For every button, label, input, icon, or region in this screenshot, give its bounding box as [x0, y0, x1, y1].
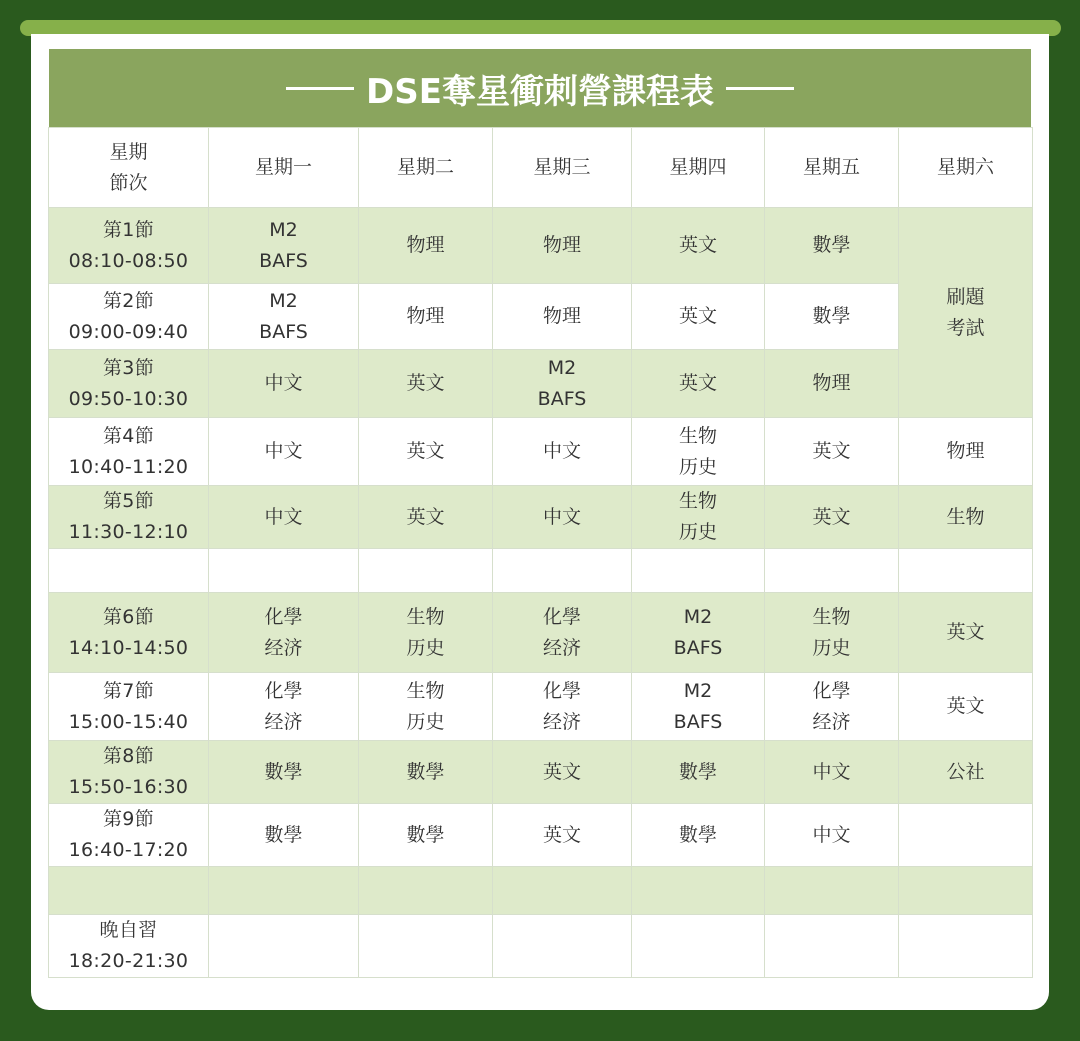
day-header-wed: 星期三	[493, 128, 632, 208]
subject-text: 英文	[406, 505, 445, 528]
subject-text: 數學	[678, 823, 717, 846]
subject-cell	[632, 284, 765, 350]
subject-text: 英文	[678, 372, 717, 394]
subject-text: 考試	[946, 316, 985, 339]
title-banner	[49, 49, 1031, 127]
subject-cell	[765, 673, 899, 741]
subject-cell	[209, 804, 359, 867]
subject-text: 數學	[406, 823, 445, 846]
subject-text: 经济	[812, 710, 851, 733]
subject-text: 公社	[946, 760, 985, 783]
subject-text: 數學	[264, 760, 303, 783]
subject-text: 中文	[264, 372, 303, 394]
subject-text: 经济	[264, 710, 303, 733]
subject-text: BAFS	[537, 387, 587, 410]
subject-text: 历史	[678, 521, 717, 543]
corner-period-label: 節次	[109, 171, 148, 194]
period-cell	[49, 284, 209, 350]
period-time: 11:30-12:10	[68, 521, 189, 543]
table-row	[49, 418, 1033, 486]
period-label: 第9節	[103, 808, 154, 830]
subject-cell	[359, 741, 493, 804]
table-row	[49, 350, 1033, 418]
subject-cell	[209, 673, 359, 741]
subject-text: BAFS	[673, 636, 723, 659]
subject-text: 经济	[264, 636, 303, 659]
subject-text: 英文	[678, 305, 717, 327]
period-label: 第4節	[103, 424, 154, 447]
subject-cell	[632, 804, 765, 867]
period-time: 18:20-21:30	[68, 950, 189, 972]
break-row	[49, 549, 1033, 593]
subject-text: M2	[547, 356, 577, 379]
period-time: 14:10-14:50	[68, 636, 189, 659]
subject-text: 化學	[542, 679, 581, 702]
corner-weekday-label: 星期	[109, 140, 148, 163]
subject-text: 物理	[946, 440, 985, 462]
subject-cell	[765, 804, 899, 867]
subject-text: 物理	[542, 305, 581, 327]
title-dash-right	[726, 87, 794, 90]
subject-cell	[765, 284, 899, 350]
period-label: 晚自習	[99, 919, 158, 941]
subject-text: 生物	[812, 605, 851, 628]
subject-cell	[209, 350, 359, 418]
subject-text: 英文	[946, 621, 985, 643]
subject-cell	[209, 593, 359, 673]
subject-text: BAFS	[259, 249, 308, 272]
period-cell	[49, 804, 209, 867]
subject-cell	[899, 741, 1033, 804]
subject-cell	[493, 350, 632, 418]
period-cell	[49, 915, 209, 978]
break-row	[49, 867, 1033, 915]
subject-cell	[359, 350, 493, 418]
subject-cell	[493, 915, 632, 978]
subject-text: 生物	[406, 605, 445, 628]
subject-text: 物理	[406, 305, 445, 327]
subject-text: 數學	[812, 234, 851, 256]
subject-text: 英文	[946, 695, 985, 717]
subject-text: M2	[683, 605, 713, 628]
subject-text: M2	[269, 289, 298, 312]
subject-cell	[359, 486, 493, 549]
table-row	[49, 486, 1033, 549]
period-cell	[49, 486, 209, 549]
period-cell	[49, 673, 209, 741]
subject-text: 英文	[678, 234, 717, 256]
table-row	[49, 208, 1033, 284]
subject-cell	[765, 418, 899, 486]
subject-text: 英文	[542, 760, 581, 783]
subject-cell	[632, 593, 765, 673]
period-time: 16:40-17:20	[68, 839, 189, 861]
subject-cell	[765, 593, 899, 673]
table-row	[49, 741, 1033, 804]
day-header-sat: 星期六	[899, 128, 1033, 208]
period-cell	[49, 350, 209, 418]
subject-cell	[899, 804, 1033, 867]
subject-cell	[209, 915, 359, 978]
subject-cell	[493, 741, 632, 804]
subject-cell	[359, 673, 493, 741]
period-label: 第3節	[103, 356, 154, 379]
table-row	[49, 915, 1033, 978]
subject-cell	[493, 208, 632, 284]
subject-cell	[209, 741, 359, 804]
subject-text: 化學	[264, 679, 303, 702]
subject-cell	[632, 350, 765, 418]
period-time: 09:00-09:40	[68, 320, 189, 343]
period-label: 第8節	[103, 745, 154, 767]
period-label: 第7節	[103, 679, 154, 702]
page-title: DSE奪星衝刺營課程表	[366, 71, 714, 112]
period-cell	[49, 741, 209, 804]
period-label: 第1節	[103, 218, 154, 241]
period-cell	[49, 208, 209, 284]
subject-cell	[209, 208, 359, 284]
table-row	[49, 673, 1033, 741]
subject-cell	[899, 486, 1033, 549]
subject-text: 英文	[812, 440, 851, 462]
period-time: 08:10-08:50	[68, 249, 189, 272]
subject-text: 历史	[406, 710, 445, 733]
subject-cell	[765, 915, 899, 978]
subject-text: 生物	[678, 490, 717, 512]
subject-cell	[493, 593, 632, 673]
subject-text: 物理	[406, 234, 445, 256]
subject-text: 英文	[406, 440, 445, 462]
subject-text: M2	[269, 218, 298, 241]
subject-text: 刷題	[946, 285, 985, 308]
subject-cell	[493, 673, 632, 741]
header-row	[49, 128, 1033, 208]
subject-text: 历史	[406, 636, 445, 659]
period-time: 15:00-15:40	[68, 710, 189, 733]
subject-cell	[632, 208, 765, 284]
subject-text: 生物	[678, 424, 717, 447]
subject-cell	[632, 486, 765, 549]
subject-cell	[765, 741, 899, 804]
subject-cell	[899, 418, 1033, 486]
subject-text: 化學	[812, 679, 851, 702]
subject-cell	[632, 915, 765, 978]
subject-cell	[209, 418, 359, 486]
subject-text: 中文	[264, 440, 303, 462]
subject-text: M2	[683, 679, 713, 702]
corner-cell	[49, 128, 209, 208]
period-cell	[49, 418, 209, 486]
subject-text: 中文	[264, 505, 303, 528]
subject-text: 中文	[542, 505, 581, 528]
subject-cell	[632, 673, 765, 741]
subject-cell	[359, 418, 493, 486]
period-label: 第6節	[103, 605, 154, 628]
subject-text: 英文	[812, 505, 851, 528]
subject-cell	[899, 673, 1033, 741]
subject-text: 物理	[542, 234, 581, 256]
saturday-exam-block	[899, 208, 1033, 418]
subject-cell	[493, 804, 632, 867]
subject-cell	[209, 284, 359, 350]
subject-text: 历史	[678, 455, 717, 478]
period-label: 第2節	[103, 289, 154, 312]
subject-text: 生物	[946, 505, 985, 528]
subject-cell	[632, 741, 765, 804]
subject-text: BAFS	[673, 710, 723, 733]
day-header-fri: 星期五	[765, 128, 899, 208]
table-row	[49, 804, 1033, 867]
period-time: 10:40-11:20	[68, 455, 189, 478]
subject-text: 化學	[264, 605, 303, 628]
title-dash-left	[286, 87, 354, 90]
subject-text: 數學	[264, 823, 303, 846]
subject-cell	[209, 486, 359, 549]
subject-text: 经济	[542, 710, 581, 733]
subject-text: 數學	[812, 305, 851, 327]
subject-cell	[493, 418, 632, 486]
subject-cell	[359, 593, 493, 673]
subject-cell	[899, 915, 1033, 978]
subject-text: 生物	[406, 679, 445, 702]
subject-text: 化學	[542, 605, 581, 628]
subject-cell	[765, 350, 899, 418]
subject-cell	[493, 486, 632, 549]
subject-text: 中文	[812, 823, 851, 846]
period-time: 15:50-16:30	[68, 776, 189, 798]
subject-text: BAFS	[259, 320, 308, 343]
subject-text: 英文	[542, 823, 581, 846]
subject-text: 物理	[812, 372, 851, 394]
day-header-thu: 星期四	[632, 128, 765, 208]
table-row	[49, 593, 1033, 673]
subject-text: 历史	[812, 636, 851, 659]
subject-cell	[359, 804, 493, 867]
period-time: 09:50-10:30	[68, 387, 189, 410]
subject-cell	[359, 208, 493, 284]
subject-text: 经济	[542, 636, 581, 659]
subject-text: 中文	[812, 760, 851, 783]
subject-cell	[765, 486, 899, 549]
subject-cell	[632, 418, 765, 486]
table-row	[49, 284, 1033, 350]
period-cell	[49, 593, 209, 673]
subject-text: 英文	[406, 372, 445, 394]
subject-text: 數學	[678, 760, 717, 783]
subject-cell	[359, 915, 493, 978]
subject-text: 數學	[406, 760, 445, 783]
subject-text: 中文	[542, 440, 581, 462]
period-label: 第5節	[103, 490, 154, 512]
subject-cell	[899, 593, 1033, 673]
schedule-table	[48, 127, 1033, 978]
subject-cell	[359, 284, 493, 350]
subject-cell	[765, 208, 899, 284]
day-header-mon: 星期一	[209, 128, 359, 208]
subject-cell	[493, 284, 632, 350]
day-header-tue: 星期二	[359, 128, 493, 208]
